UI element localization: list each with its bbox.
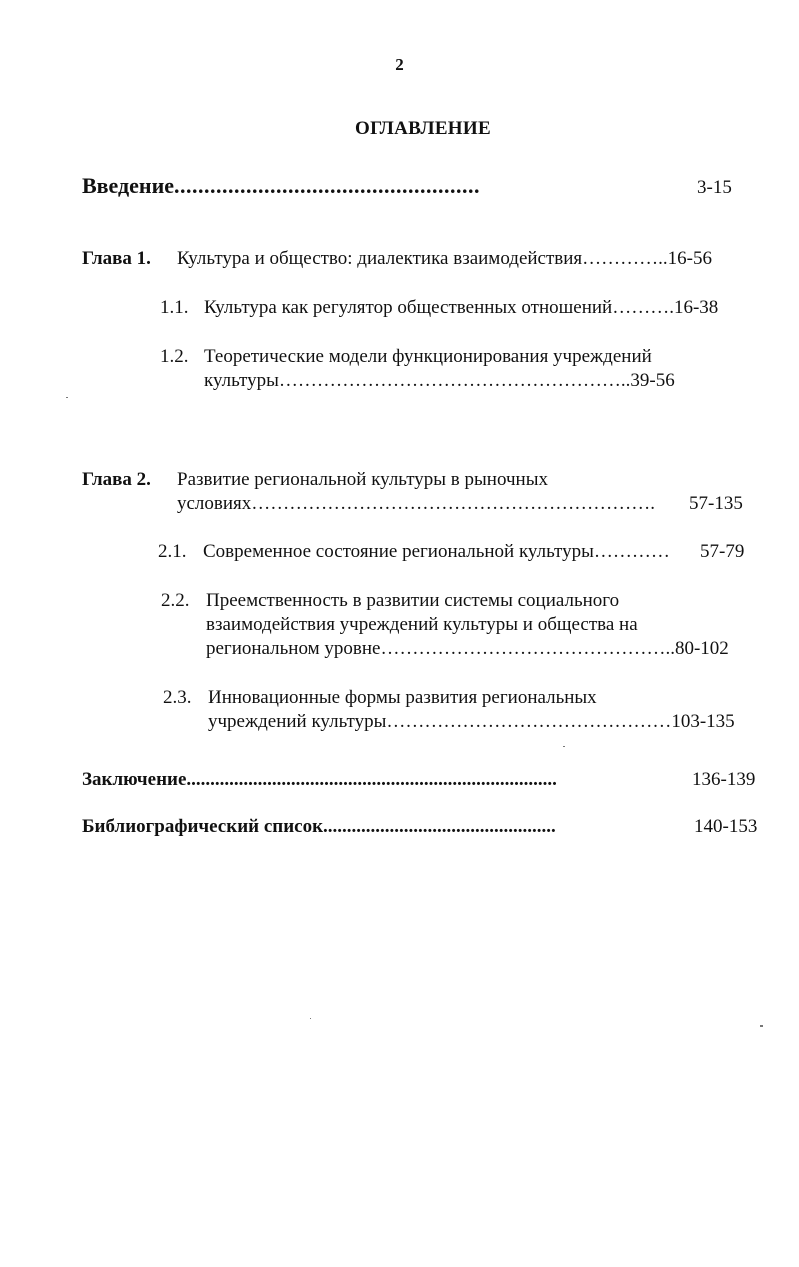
- scan-speck: [563, 746, 565, 747]
- entry-label: Заключение: [82, 769, 187, 790]
- entry-pages: 16-56: [667, 248, 712, 269]
- leader-dots: ………………………………………: [386, 711, 672, 732]
- entry-pages: 80-102: [674, 638, 729, 659]
- leader-dots: ..............................................................................: [186, 769, 557, 790]
- entry-pages: 57-79: [700, 541, 745, 562]
- entry-pages: 57-135: [689, 493, 743, 514]
- entry-label: Библиографический список: [82, 816, 324, 837]
- section-2-1-number: 2.1.: [158, 541, 187, 562]
- entry-pages: 136-139: [692, 769, 756, 790]
- section-1-2-title-line1[interactable]: Теоретические модели функционирования учреждений: [204, 346, 652, 367]
- entry-title: условиях: [177, 493, 252, 514]
- section-2-3-title-line1[interactable]: Инновационные формы развития региональных: [208, 687, 597, 708]
- entry-label: Введение: [82, 173, 175, 198]
- leader-dots: ……………………………………………………….: [251, 493, 656, 514]
- toc-entry-section-2-3[interactable]: [208, 710, 735, 734]
- chapter-1-label: Глава 1.: [82, 248, 151, 269]
- scan-speck: [760, 1025, 763, 1027]
- entry-title: Культура как регулятор общественных отношений: [204, 297, 613, 318]
- toc-title: ОГЛАВЛЕНИЕ: [355, 118, 491, 139]
- section-1-2-number: 1.2.: [160, 346, 189, 367]
- entry-title: Современное состояние региональной культуры: [203, 541, 594, 562]
- chapter-2-title-line1[interactable]: Развитие региональной культуры в рыночных: [177, 469, 548, 490]
- leader-dots: ………………………………………………..: [278, 370, 631, 391]
- toc-entry-intro[interactable]: [82, 174, 480, 198]
- entry-pages: 39-56: [630, 370, 675, 391]
- section-2-2-number: 2.2.: [161, 590, 190, 611]
- entry-pages: 3-15: [697, 177, 732, 198]
- scan-speck: [66, 397, 68, 398]
- section-2-2-title-line2[interactable]: взаимодействия учреждений культуры и общества на: [206, 614, 638, 635]
- chapter-2-label: Глава 2.: [82, 469, 151, 490]
- toc-entry-section-1-1[interactable]: [204, 296, 718, 320]
- toc-entry-section-2-2[interactable]: [206, 637, 729, 661]
- leader-dots: ………………………………………..: [380, 638, 675, 659]
- toc-entry-chapter-2[interactable]: [177, 492, 655, 516]
- leader-dots: ……….: [612, 297, 674, 318]
- section-2-3-number: 2.3.: [163, 687, 192, 708]
- entry-pages: 16-38: [673, 297, 719, 318]
- entry-title: региональном уровне: [206, 638, 381, 659]
- leader-dots: …………..: [582, 248, 668, 269]
- toc-entry-section-2-1[interactable]: [203, 540, 670, 564]
- leader-dots: …………: [593, 541, 670, 562]
- entry-pages: 140-153: [694, 816, 758, 837]
- toc-entry-chapter-1[interactable]: [177, 247, 712, 271]
- leader-dots: ...................................................: [174, 173, 481, 198]
- entry-title: культуры: [204, 370, 279, 391]
- section-1-1-number: 1.1.: [160, 297, 189, 318]
- section-2-2-title-line1[interactable]: Преемственность в развитии системы социального: [206, 590, 620, 611]
- page-number: 2: [395, 55, 404, 74]
- toc-entry-section-1-2[interactable]: [204, 369, 675, 393]
- toc-entry-conclusion[interactable]: [82, 768, 557, 792]
- scan-speck: [310, 1018, 311, 1019]
- entry-pages: 103-135: [671, 711, 735, 732]
- leader-dots: .................................................: [323, 816, 556, 837]
- entry-title: учреждений культуры: [208, 711, 387, 732]
- toc-entry-bibliography[interactable]: [82, 815, 556, 839]
- entry-title: Культура и общество: диалектика взаимодействия: [177, 248, 583, 269]
